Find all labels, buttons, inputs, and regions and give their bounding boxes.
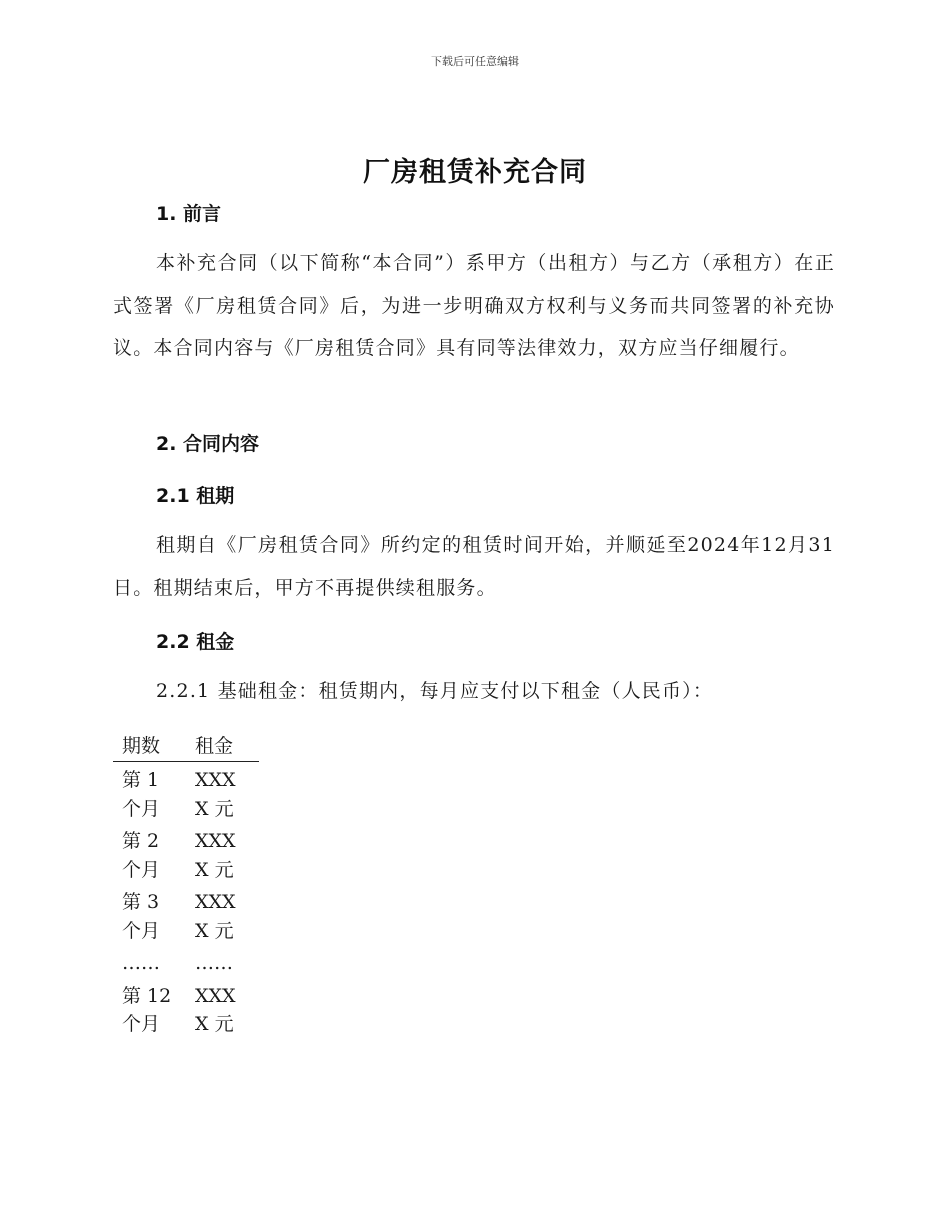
section-heading-preface: 1. 前言 (156, 203, 222, 225)
rent-table-header (113, 731, 259, 762)
header-rent: 租金 (195, 735, 234, 757)
header-period: 期数 (122, 735, 161, 757)
period-cell: 第 1 个月 (122, 769, 161, 820)
table-row (113, 982, 259, 1039)
table-row (113, 888, 259, 945)
period-cell: 第 3 个月 (122, 891, 161, 942)
table-row (113, 766, 259, 823)
period-cell: …… (122, 952, 160, 974)
section-heading-term: 2.1 租期 (156, 485, 235, 507)
preface-paragraph: 本补充合同（以下简称“本合同”）系甲方（出租方）与乙方（承租方）在正式签署《厂房租赁合同》后，为进一步明确双方权利与义务而共同签署的补充协议。本合同内容与《厂房租赁合同》具有同等法律效力，双方应当仔细履行。 (113, 252, 835, 359)
period-cell: 第 2 个月 (122, 830, 161, 881)
header-note: 下载后可任意编辑 (431, 55, 519, 68)
rent-cell: …… (195, 952, 233, 974)
base-rent-paragraph: 2.2.1 基础租金：租赁期内，每月应支付以下租金（人民币）： (156, 680, 714, 702)
rent-cell: XXX X 元 (195, 830, 236, 881)
section-heading-contents: 2. 合同内容 (156, 433, 260, 455)
term-paragraph: 租期自《厂房租赁合同》所约定的租赁时间开始，并顺延至2024年12月31日。租期结束后，甲方不再提供续租服务。 (113, 534, 835, 599)
rent-cell: XXX X 元 (195, 984, 236, 1035)
rent-cell: XXX X 元 (195, 769, 236, 820)
table-row (113, 949, 259, 978)
rent-cell: XXX X 元 (195, 891, 236, 942)
document-title: 厂房租赁补充合同 (363, 157, 587, 188)
section-heading-rent: 2.2 租金 (156, 631, 235, 653)
rent-table (113, 731, 259, 1039)
table-row (113, 827, 259, 884)
period-cell: 第 12 个月 (122, 984, 172, 1035)
